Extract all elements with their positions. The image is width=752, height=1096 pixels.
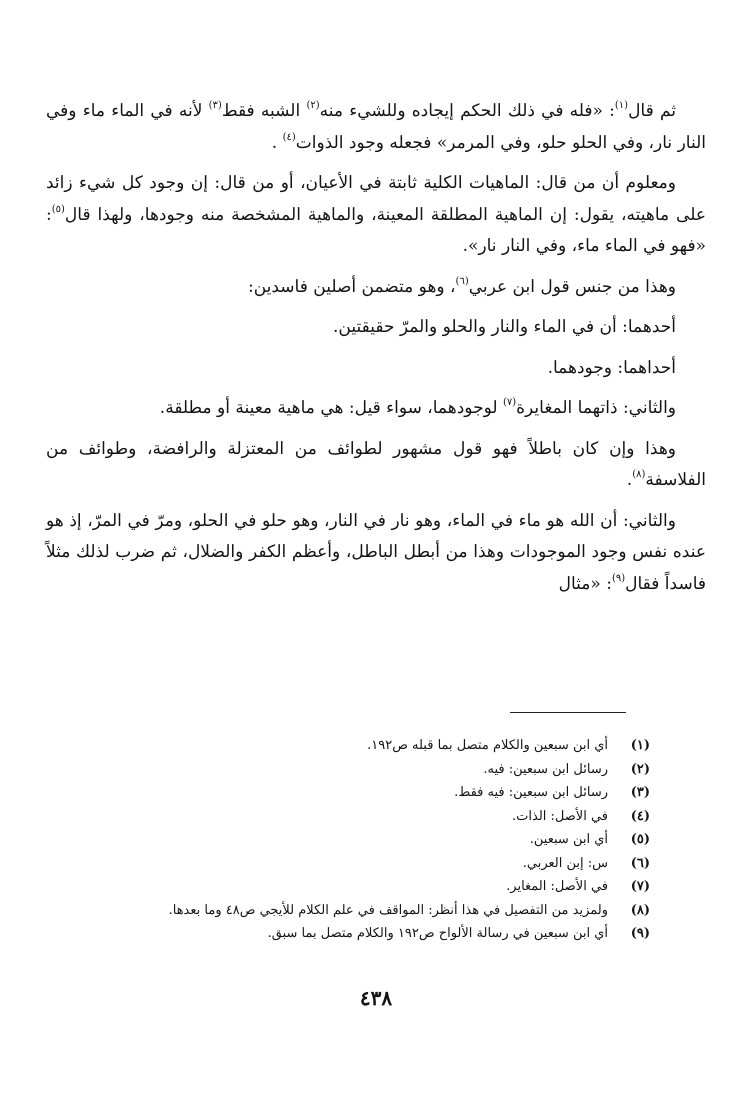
footnote-text: في الأصل: الذات. [512,808,608,824]
footnote-number: (٧) [630,879,650,894]
footnote-marker: (٥) [51,203,65,215]
footnote-row [40,758,650,782]
text-segment: والثاني: ذاتهما المغايرة [516,398,676,418]
paragraph-p6 [46,393,706,425]
paragraph-p3 [46,272,706,304]
footnote-row [40,899,650,923]
footnote-number: (٩) [630,926,650,941]
main-text [46,96,706,609]
footnote-text: ولمزيد من التفصيل في هذا أنظر: المواقف في علم الكلام للأيجي ص٤٨ وما بعدها. [168,902,608,918]
footnote-number: (٦) [630,855,650,871]
paragraph-p5 [46,353,706,385]
footnote-number: (٣) [630,785,650,800]
footnote-row [40,828,650,852]
footnote-marker: (٣) [208,100,222,111]
footnote-text: س: إبن العربي. [522,855,608,871]
footnote-marker: (٤) [282,131,296,143]
footnote-row [40,781,650,805]
text-segment: والثاني: أن الله هو ماء في الماء، وهو نار في النار، وهو حلو في الحلو، ومرّ في المرّ، إذ هو عنده نفس وجود الموجودات وهذا من أبطل الباطل، وأعظم الكفر والضلال، ثم ضرب لذلك مثلاً فاسداً فقال [46,510,706,594]
footnote-separator [510,712,626,713]
footnote-text: أي ابن سبعين والكلام متصل بما قبله ص١٩٢. [367,738,608,753]
footnote-row [40,922,650,946]
footnote-marker: (٩) [611,572,626,584]
paragraph-p2 [46,168,706,263]
text-segment: أحدهما: أن في الماء والنار والحلو والمرّ حقيقتين. [333,317,676,337]
footnote-number: (٢) [630,761,650,777]
footnote-number: (١) [630,738,650,753]
footnote-row [40,734,650,758]
text-segment: لأنه في الماء ماء وفي النار نار، وفي الحلو حلو، وفي المرمر» فجعله وجود الذوات [46,101,706,153]
text-segment: : «فهو في الماء ماء، وفي النار نار». [46,204,706,256]
footnote-marker: (٨) [632,469,646,480]
footnotes [40,734,650,946]
footnote-marker: (١) [614,100,629,111]
footnote-text: رسائل ابن سبعين: فيه. [483,761,608,777]
footnote-text: أي ابن سبعين في رسالة الألواح ص١٩٢ والكلام متصل بما سبق. [267,926,608,941]
paragraph-p8 [46,506,706,601]
text-segment: ، وهو متضمن أصلين فاسدين: [247,276,456,297]
footnote-marker: (٦) [455,275,469,287]
footnote-marker: (٧) [502,397,517,408]
text-segment: : «فله في ذلك الحكم إيجاده وللشيء منه [319,101,615,121]
footnote-number: (٨) [630,902,650,918]
text-segment: الشبه فقط [221,101,307,121]
footnote-text: رسائل ابن سبعين: فيه فقط. [454,785,608,800]
footnote-row [40,805,650,829]
text-segment: أحداهما: وجودهما. [547,357,676,378]
text-segment: ثم قال [628,101,677,121]
text-segment: وهذا من جنس قول ابن عربي [468,276,676,297]
text-segment: . [626,470,633,490]
footnote-text: أي ابن سبعين. [529,832,608,847]
footnote-number: (٤) [630,808,650,824]
page-number: ٤٣٨ [359,986,393,1010]
footnote-text: في الأصل: المغاير. [506,879,608,894]
footnote-row [40,852,650,876]
text-segment: وهذا وإن كان باطلاً فهو قول مشهور لطوائف من المعتزلة والرافضة، وطوائف من الفلاسفة [46,438,706,490]
text-segment: . [271,132,283,153]
paragraph-p1 [46,96,706,159]
footnote-row [40,875,650,899]
footnote-marker: (٢) [306,100,320,111]
text-segment: : «مثال [558,573,612,594]
paragraph-p4 [46,312,706,344]
paragraph-p7 [46,434,706,497]
text-segment: ومعلوم أن من قال: الماهيات الكلية ثابتة في الأعيان، أو من قال: إن وجود كل شيء زائد على ماهيته، يقول: إن الماهية المطلقة المعينة، والماهية المشخصة منه وجودها، ولهذا قال [46,173,706,225]
footnote-number: (٥) [630,832,650,847]
text-segment: لوجودهما، سواء قيل: هي ماهية معينة أو مطلقة. [159,398,503,418]
